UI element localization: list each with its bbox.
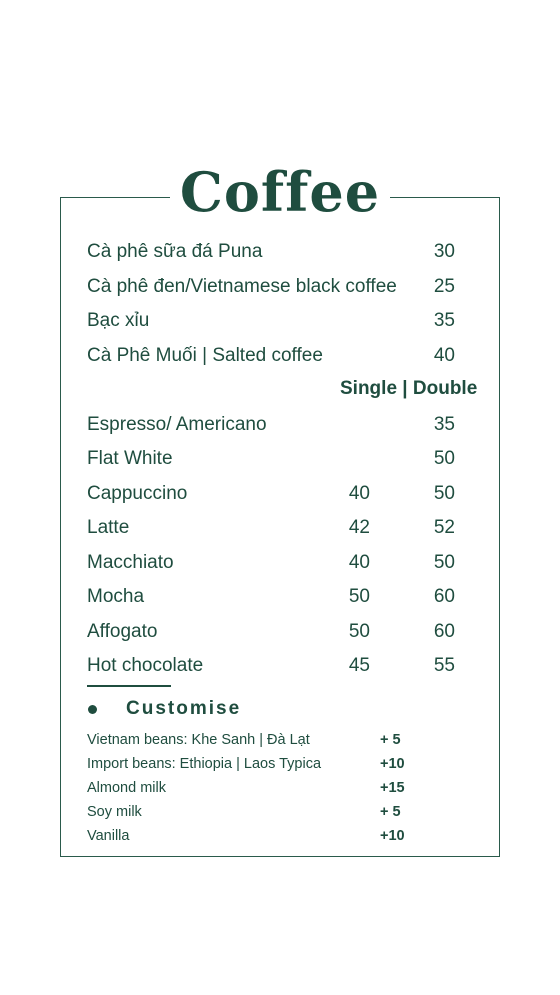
menu-item-single-price: 50 (348, 586, 370, 607)
menu-item-price: 40 (433, 345, 455, 366)
bullet-icon (88, 705, 97, 714)
menu-item-single-price: 40 (348, 483, 370, 504)
menu-item-double-price: 50 (433, 483, 455, 504)
menu-item-single-price: 40 (348, 552, 370, 573)
menu-item-name: Latte (87, 517, 130, 538)
option-price: +15 (380, 780, 405, 796)
menu-item-double-price: 50 (433, 448, 455, 469)
menu-item-double-price: 55 (433, 655, 455, 676)
option-name: Soy milk (87, 804, 142, 820)
menu-item-single-price: 45 (348, 655, 370, 676)
menu-item-name: Mocha (87, 586, 145, 607)
menu-item-double-price: 52 (433, 517, 455, 538)
menu-item-name: Cà phê sữa đá Puna (87, 241, 263, 262)
menu-item-name: Cappuccino (87, 483, 188, 504)
option-price: +10 (380, 756, 405, 772)
option-price: + 5 (380, 804, 401, 820)
option-name: Vanilla (87, 828, 130, 844)
menu-item-single-price: 42 (348, 517, 370, 538)
menu-item-name: Affogato (87, 621, 158, 642)
menu-item-price: 25 (433, 276, 455, 297)
menu-title: Coffee (170, 160, 390, 224)
menu-item-name: Cà phê đen/Vietnamese black coffee (87, 276, 397, 297)
section-divider (87, 685, 171, 687)
customise-title: Customise (126, 698, 242, 719)
size-header: Single | Double (340, 378, 478, 399)
option-price: +10 (380, 828, 405, 844)
menu-item-price: 35 (433, 310, 455, 331)
menu-item-name: Macchiato (87, 552, 174, 573)
menu-item-name: Bạc xỉu (87, 310, 150, 331)
menu-item-double-price: 50 (433, 552, 455, 573)
menu-item-name: Flat White (87, 448, 173, 469)
menu-item-double-price: 35 (433, 414, 455, 435)
option-name: Almond milk (87, 780, 166, 796)
menu-item-name: Cà Phê Muối | Salted coffee (87, 345, 323, 366)
option-name: Vietnam beans: Khe Sanh | Đà Lạt (87, 732, 310, 748)
menu-item-name: Espresso/ Americano (87, 414, 267, 435)
menu-item-double-price: 60 (433, 586, 455, 607)
menu-item-single-price: 50 (348, 621, 370, 642)
option-price: + 5 (380, 732, 401, 748)
menu-item-name: Hot chocolate (87, 655, 204, 676)
menu-item-double-price: 60 (433, 621, 455, 642)
option-name: Import beans: Ethiopia | Laos Typica (87, 756, 322, 772)
menu-item-price: 30 (433, 241, 455, 262)
